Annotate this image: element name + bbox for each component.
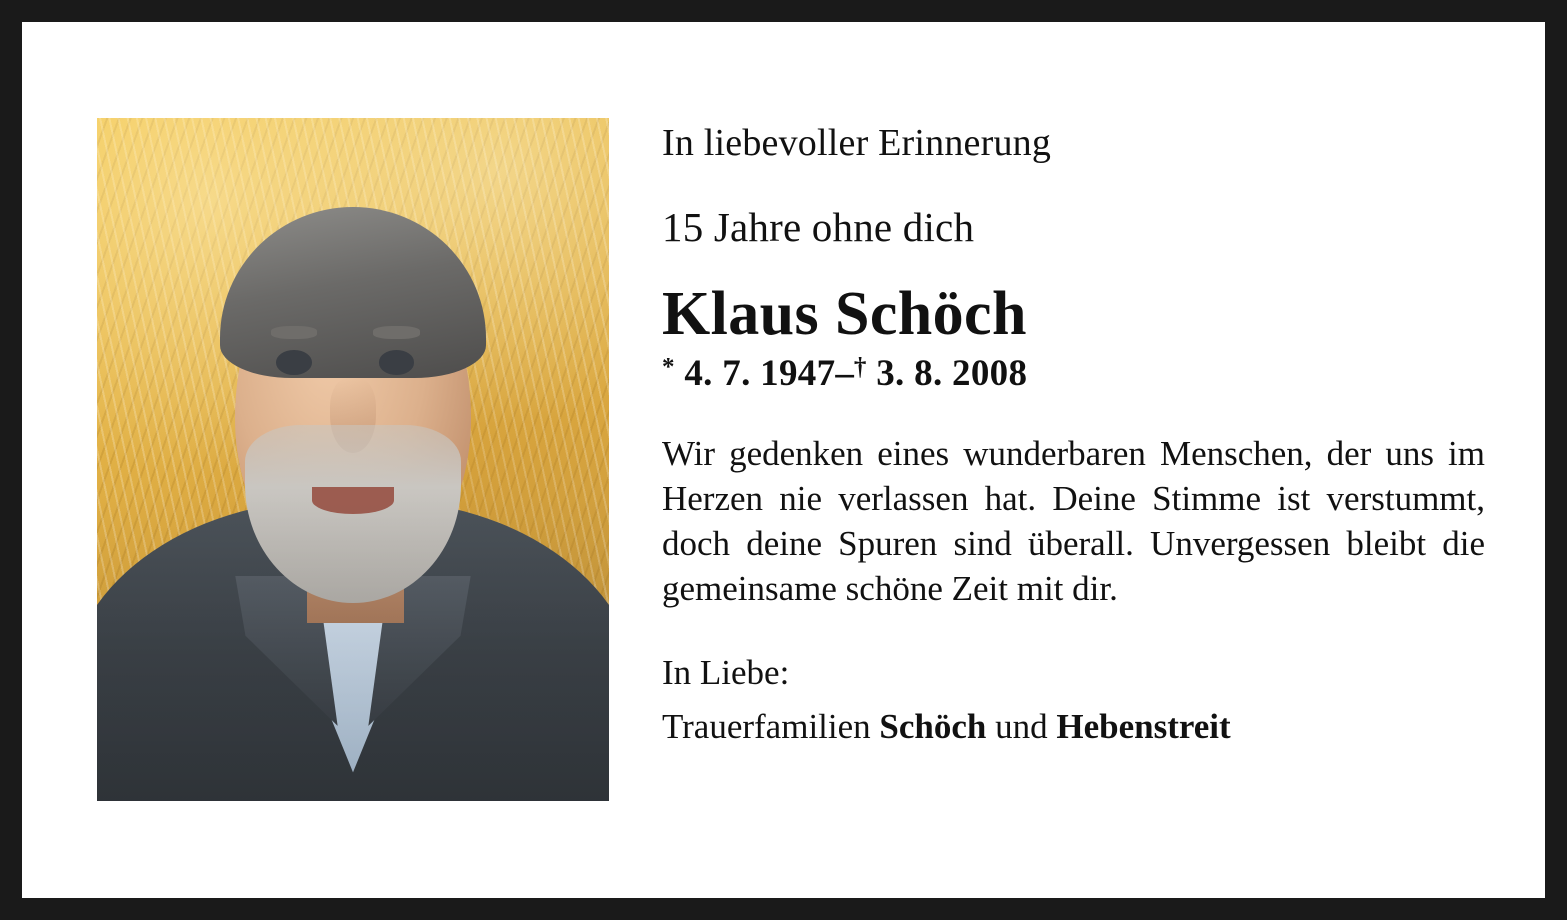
birth-date: 4. 7. 1947 <box>684 352 836 394</box>
death-cross-icon: † <box>853 353 867 381</box>
anniversary-line: 15 Jahre ohne dich <box>662 203 975 250</box>
memorial-verse: Wir gedenken eines wunderbaren Menschen, der uns im Herzen nie verlassen hat. Deine Stimme ist verstummt, doch deine Spuren sind überall. Unvergessen bleibt die gemeinsame schöne Zeit mit dir. <box>662 434 1485 608</box>
family-name-two: Hebenstreit <box>1056 707 1231 747</box>
families-prefix: Trauerfamilien <box>662 707 880 747</box>
closing-label: In Liebe: <box>662 653 790 693</box>
families-conjunction: und <box>986 707 1057 747</box>
photo-vignette <box>97 118 609 801</box>
memorial-card <box>22 22 1545 898</box>
family-name-one: Schöch <box>879 707 987 747</box>
mourning-families <box>662 705 1485 749</box>
birth-star-icon: * <box>662 353 675 381</box>
portrait-photo <box>97 118 609 801</box>
deceased-name: Klaus Schöch <box>662 279 1027 348</box>
intro-line: In liebevoller Erinnerung <box>662 122 1052 164</box>
death-date: 3. 8. 2008 <box>876 352 1028 394</box>
text-column <box>622 22 1545 749</box>
life-dates <box>662 352 1485 396</box>
date-separator: – <box>835 352 854 394</box>
portrait-column <box>22 22 622 801</box>
